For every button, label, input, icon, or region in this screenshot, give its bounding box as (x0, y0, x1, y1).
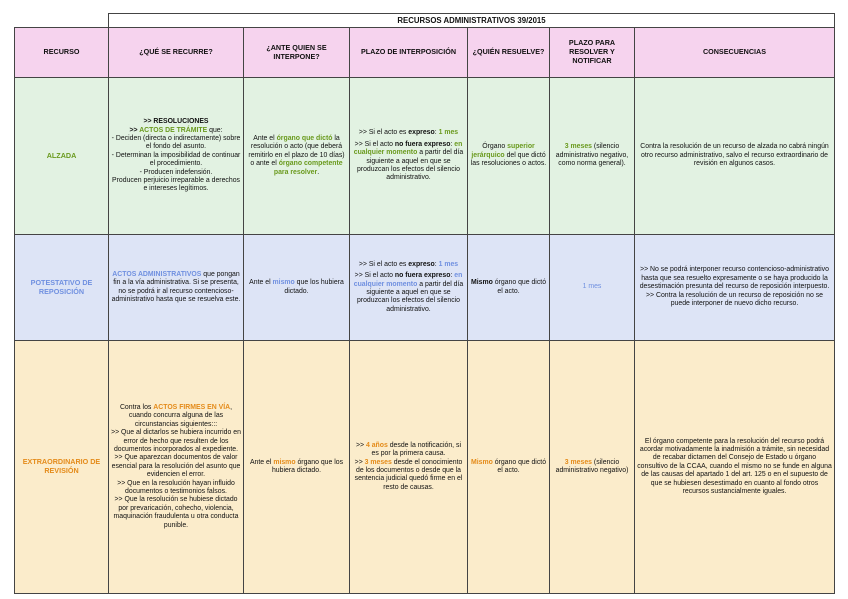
extraordinario-plazo-resolver: 3 meses (silencio administrativo negativo) (550, 341, 635, 594)
recurso-extraordinario: EXTRAORDINARIO DE REVISIÓN (15, 341, 109, 594)
potestativo-quien-resuelve: Mismo órgano que dictó el acto. (468, 235, 550, 341)
header-que-se-recurre: ¿QUÉ SE RECURRE? (109, 28, 244, 78)
header-row (15, 28, 835, 78)
alzada-plazo-resolver: 3 meses (silencio administrativo negativo, como norma general). (550, 78, 635, 235)
extraordinario-que-se-recurre: Contra los ACTOS FIRMES EN VÍA, cuando concurra alguna de las circunstancias siguientes::: >> Que al dictarlos se hubiera incurrido en error de hecho que resulten de los documentos incorporados al expediente. >> Que aparezcan documentos de valor esencial para la resolución del asunto que evidencien el error. >> Que en la resolución hayan influido documentos o testimonios falsos. >> Que la resolución se hubiese dictado por prevaricación, cohecho, violencia, maquinación fraudulenta u otra conducta punible. (109, 341, 244, 594)
alzada-consecuencias: Contra la resolución de un recurso de alzada no cabrá ningún otro recurso administrativo, salvo el recurso extraordinario de revisión en algunos casos. (635, 78, 835, 235)
extraordinario-consecuencias: El órgano competente para la resolución del recurso podrá acordar motivadamente la inadmisión a trámite, sin necesidad de recabar dictamen del Consejo de Estado u órgano consultivo de la CCAA, cuando el mismo no se funde en alguna de las causas del apartado 1 del art. 125 o en el supuesto de que se hubiesen desestimado en cuanto al fondo otros recursos sustancialmente iguales. (635, 341, 835, 594)
alzada-quien-resuelve: Órgano superior jerárquico del que dictó las resoluciones o actos. (468, 78, 550, 235)
header-quien-resuelve: ¿QUIÉN RESUELVE? (468, 28, 550, 78)
table-title: RECURSOS ADMINISTRATIVOS 39/2015 (109, 14, 835, 28)
alzada-plazo-interposicion: >> Si el acto es expreso: 1 mes >> Si el acto no fuera expreso: en cualquier momento a partir del día siguiente a aquel en que se produzcan los efectos del silencio administrativo. (350, 78, 468, 235)
potestativo-plazo-interposicion: >> Si el acto es expreso: 1 mes >> Si el acto no fuera expreso: en cualquier momento a partir del día siguiente a aquel en que se produzcan los efectos del silencio administrativo. (350, 235, 468, 341)
corner-blank (15, 14, 109, 28)
alzada-ante-quien: Ante el órgano que dictó la resolución o acto (que deberá remitirlo en el plazo de 10 días) o ante el órgano competente para resolver. (244, 78, 350, 235)
header-plazo-resolver: PLAZO PARA RESOLVER Y NOTIFICAR (550, 28, 635, 78)
potestativo-ante-quien: Ante el mismo que los hubiera dictado. (244, 235, 350, 341)
extraordinario-quien-resuelve: Mismo órgano que dictó el acto. (468, 341, 550, 594)
header-ante-quien: ¿ANTE QUIEN SE INTERPONE? (244, 28, 350, 78)
header-plazo-interposicion: PLAZO DE INTERPOSICIÓN (350, 28, 468, 78)
recurso-potestativo: POTESTATIVO DE REPOSICIÓN (15, 235, 109, 341)
potestativo-consecuencias: >> No se podrá interponer recurso contencioso-administrativo hasta que sea resuelto expresamente o se haya producido la desestimación presunta del recurso de reposición interpuesto. >> Contra la resolución de un recurso de reposición no se puede interponer de nuevo dicho recurso. (635, 235, 835, 341)
extraordinario-plazo-interposicion: >> 4 años desde la notificación, si es por la primera causa. >> 3 meses desde el conocimiento de los documentos o desde que la sentencia judicial quedó firme en el resto de causas. (350, 341, 468, 594)
alzada-que-se-recurre: >> RESOLUCIONES >> ACTOS DE TRÁMITE que: - Deciden (directa o indirectamente) sobre el fondo del asunto. - Determinan la imposibilidad de continuar el procedimiento. - Producen indefensión. Producen perjuicio irreparable a derechos e intereses legítimos. (109, 78, 244, 235)
row-potestativo (15, 235, 835, 341)
row-extraordinario (15, 341, 835, 594)
header-consecuencias: CONSECUENCIAS (635, 28, 835, 78)
header-recurso: RECURSO (15, 28, 109, 78)
extraordinario-ante-quien: Ante el mismo órgano que los hubiera dictado. (244, 341, 350, 594)
row-alzada (15, 78, 835, 235)
potestativo-plazo-resolver: 1 mes (550, 235, 635, 341)
potestativo-que-se-recurre: ACTOS ADMINISTRATIVOS que pongan fin a la vía administrativa. Si se presenta, no se podrá ir al recurso contencioso-administrativo hasta que se resuelva este. (109, 235, 244, 341)
recurso-alzada: ALZADA (15, 78, 109, 235)
recursos-table (14, 13, 835, 594)
